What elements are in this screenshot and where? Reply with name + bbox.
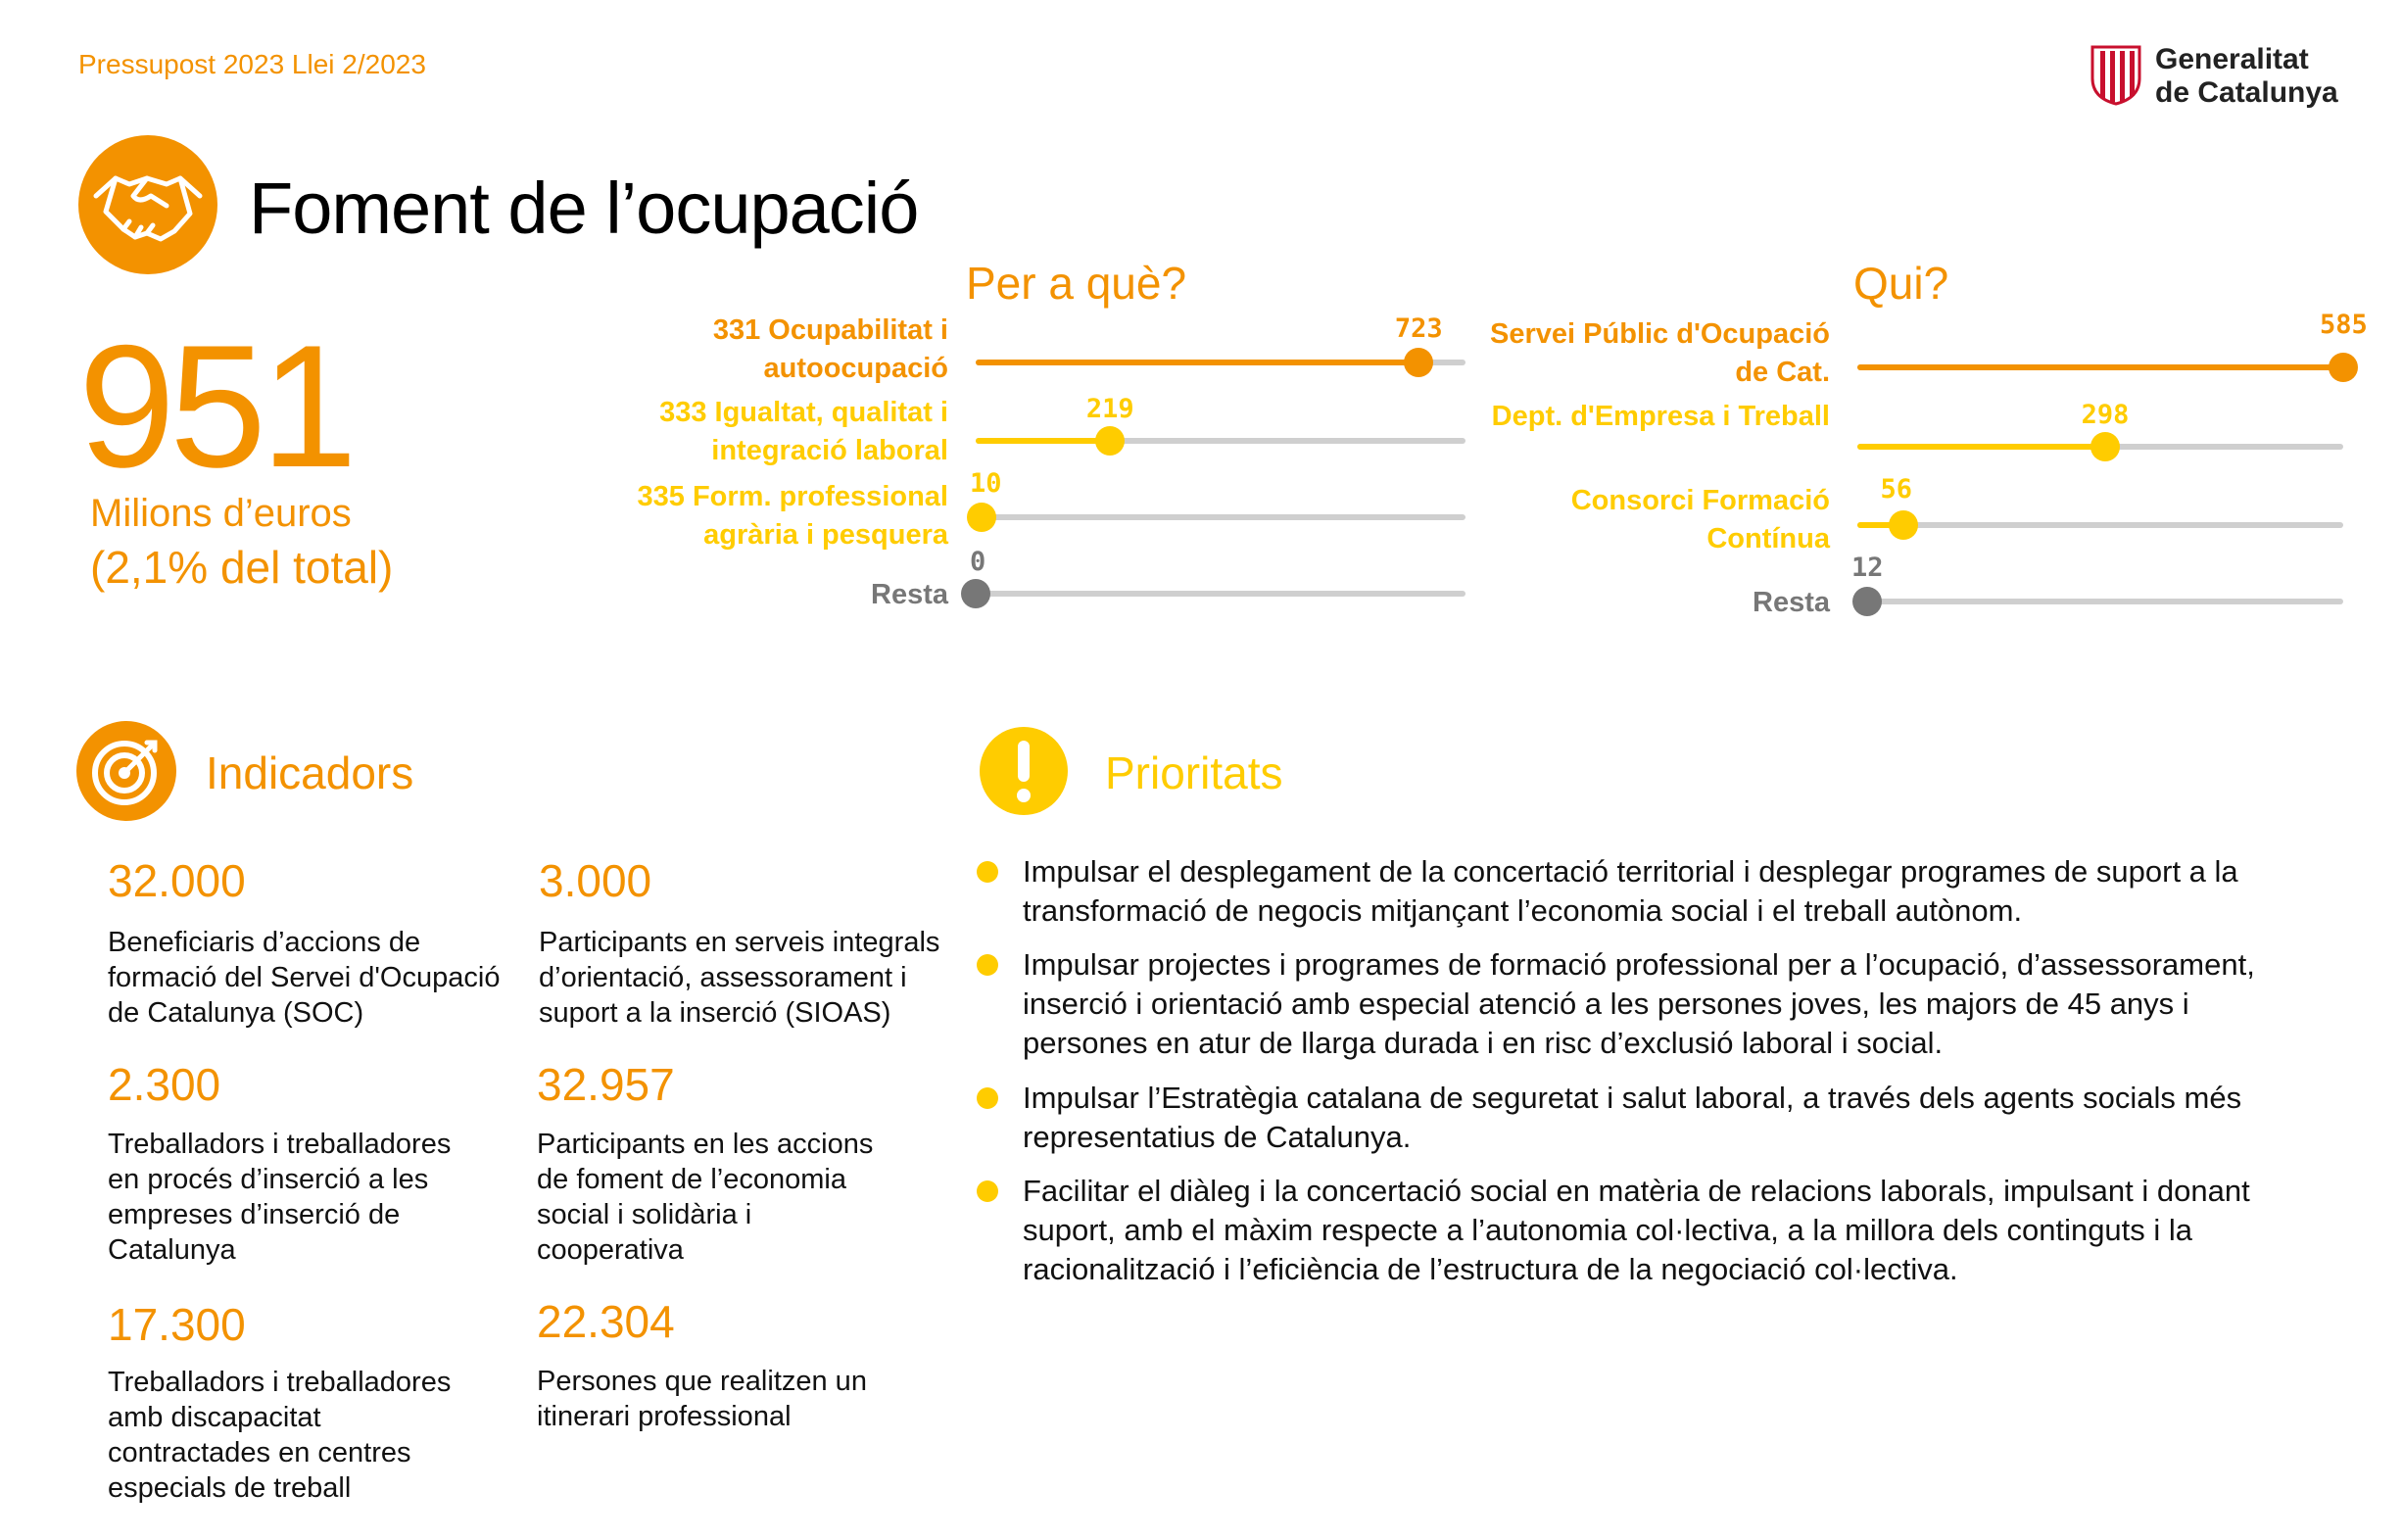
- indicator-desc-line: Participants en serveis integrals: [539, 927, 940, 958]
- priority-line: Facilitar el diàleg i la concertació social en matèria de relacions laborals, impulsant i donant: [1023, 1174, 2250, 1208]
- chart-point: [1095, 426, 1125, 456]
- chart-value-label: 0: [970, 547, 986, 577]
- bullet-icon: [977, 954, 998, 976]
- chart-bar: [976, 438, 1110, 444]
- generalitat-logo: [2090, 43, 2345, 112]
- chart-value-label: 585: [2320, 310, 2368, 340]
- chart-bar: [976, 360, 1418, 365]
- chart-value-label: 219: [1085, 394, 1134, 424]
- chart-track: [976, 591, 1465, 597]
- indicator-desc-line: cooperativa: [537, 1234, 684, 1266]
- priority-line: suport, amb el màxim respecte a l’autonomia col·lectiva, a la millora dels continguts i la: [1023, 1213, 2193, 1247]
- indicator-description: [108, 925, 500, 1031]
- handshake-icon: [78, 135, 217, 274]
- chart-category-label: Resta: [871, 579, 948, 610]
- indicator-item: [539, 854, 939, 1031]
- indicator-value: 22.304: [537, 1296, 675, 1347]
- indicator-value: 32.957: [537, 1059, 675, 1110]
- priority-item: [1023, 852, 2316, 931]
- indicator-item: [108, 854, 500, 1031]
- indicator-description: [108, 1127, 451, 1268]
- indicator-desc-line: amb discapacitat: [108, 1402, 321, 1433]
- chart-category-label: 335 Form. professional agrària i pesquera: [637, 481, 948, 551]
- chart-value-label: 56: [1880, 474, 1912, 505]
- priority-line: persones en atur de llarga durada i en risc d’exclusió laboral i social.: [1023, 1026, 1944, 1060]
- chart-value-label: 298: [2081, 400, 2130, 430]
- indicators-heading: Indicadors: [206, 747, 414, 798]
- indicator-desc-line: empreses d’inserció de: [108, 1199, 401, 1230]
- priority-item: [1023, 1172, 2316, 1289]
- priority-item: [1023, 945, 2316, 1063]
- indicator-value: 17.300: [108, 1299, 246, 1350]
- indicator-desc-line: de foment de l’economia: [537, 1164, 846, 1195]
- priority-line: representatius de Catalunya.: [1023, 1120, 1412, 1154]
- chart-category-label: Consorci Formació Contínua: [1570, 485, 1830, 554]
- chart-point: [1852, 587, 1882, 616]
- chart-bar: [1857, 444, 2105, 450]
- bullet-icon: [977, 1180, 998, 1202]
- indicator-desc-line: itinerari professional: [537, 1401, 792, 1432]
- indicator-description: [537, 1364, 867, 1434]
- indicator-item: [537, 1058, 873, 1268]
- priority-line: Impulsar el desplegament de la concertació territorial i desplegar programes de suport a la: [1023, 854, 2238, 889]
- senyera-shield-icon: [2090, 45, 2141, 106]
- chart-track: [976, 514, 1465, 520]
- chart-category-label: Servei Públic d'Ocupació de Cat.: [1490, 318, 1830, 388]
- exclamation-icon: [980, 727, 1068, 815]
- total-budget-value: 951: [78, 309, 352, 504]
- target-icon: [76, 721, 176, 821]
- chart-point: [967, 503, 996, 532]
- priority-item: [1023, 1079, 2316, 1157]
- chart-category-label: 333 Igualtat, qualitat i integració laboral: [659, 397, 948, 466]
- chart-point: [2090, 432, 2120, 461]
- page-title: Foment de l’ocupació: [249, 168, 919, 249]
- chart-purpose-title: Per a què?: [966, 258, 1187, 309]
- logo-line-1: Generalitat: [2155, 43, 2309, 75]
- indicator-item: [108, 1298, 451, 1506]
- chart-value-label: 12: [1851, 553, 1884, 583]
- indicator-description: [108, 1365, 451, 1506]
- priority-line: Impulsar l’Estratègia catalana de seguretat i salut laboral, a través dels agents socials més: [1023, 1081, 2242, 1115]
- priorities-heading: Prioritats: [1105, 747, 1283, 798]
- indicator-desc-line: d’orientació, assessorament i: [539, 962, 907, 993]
- logo-line-2: de Catalunya: [2155, 76, 2338, 109]
- indicator-value: 32.000: [108, 855, 246, 906]
- priority-line: racionalització i l’eficiència de l’estructura de la negociació col·lectiva.: [1023, 1252, 1958, 1286]
- indicator-desc-line: suport a la inserció (SIOAS): [539, 997, 891, 1029]
- chart-category-label: Dept. d'Empresa i Treball: [1491, 401, 1830, 432]
- indicator-item: [537, 1295, 867, 1434]
- chart-value-label: 723: [1394, 313, 1443, 344]
- priority-line: transformació de negocis mitjançant l’economia social i el treball autònom.: [1023, 893, 2023, 928]
- indicator-desc-line: social i solidària i: [537, 1199, 752, 1230]
- chart-track: [1857, 599, 2343, 604]
- bullet-icon: [977, 1087, 998, 1109]
- chart-point: [1889, 510, 1918, 540]
- indicator-value: 2.300: [108, 1059, 221, 1110]
- indicator-desc-line: Treballadors i treballadores: [108, 1129, 452, 1160]
- indicator-desc-line: en procés d’inserció a les: [108, 1164, 429, 1195]
- chart-point: [1404, 348, 1433, 377]
- indicator-desc-line: Treballadors i treballadores: [108, 1367, 452, 1398]
- indicator-desc-line: contractades en centres: [108, 1437, 411, 1468]
- chart-track: [1857, 522, 2343, 528]
- indicator-desc-line: de Catalunya (SOC): [108, 997, 364, 1029]
- total-budget-share: (2,1% del total): [90, 542, 394, 593]
- chart-category-label: Resta: [1753, 587, 1830, 618]
- chart-point: [2329, 353, 2358, 382]
- indicator-desc-line: Participants en les accions: [537, 1129, 874, 1160]
- indicator-desc-line: especials de treball: [108, 1472, 352, 1504]
- indicator-value: 3.000: [539, 855, 652, 906]
- indicator-item: [108, 1058, 451, 1268]
- chart-value-label: 10: [970, 468, 1002, 499]
- priority-line: Impulsar projectes i programes de formació professional per a l’ocupació, d’assessorament,: [1023, 947, 2255, 982]
- chart-category-label: 331 Ocupabilitat i autoocupació: [712, 314, 948, 384]
- chart-who-title: Qui?: [1853, 258, 1949, 309]
- indicator-description: [539, 925, 939, 1031]
- indicator-desc-line: Persones que realitzen un: [537, 1366, 867, 1397]
- priority-line: inserció i orientació amb especial atenció a les persones joves, les majors de 45 anys i: [1023, 987, 2189, 1021]
- chart-point: [961, 579, 990, 608]
- document-reference: Pressupost 2023 Llei 2/2023: [78, 49, 426, 79]
- indicator-desc-line: formació del Servei d'Ocupació: [108, 962, 501, 993]
- total-budget-unit: Milions d’euros: [90, 492, 352, 535]
- indicator-description: [537, 1127, 873, 1268]
- indicator-desc-line: Catalunya: [108, 1234, 236, 1266]
- bullet-icon: [977, 861, 998, 883]
- chart-bar: [1857, 364, 2343, 370]
- indicator-desc-line: Beneficiaris d’accions de: [108, 927, 421, 958]
